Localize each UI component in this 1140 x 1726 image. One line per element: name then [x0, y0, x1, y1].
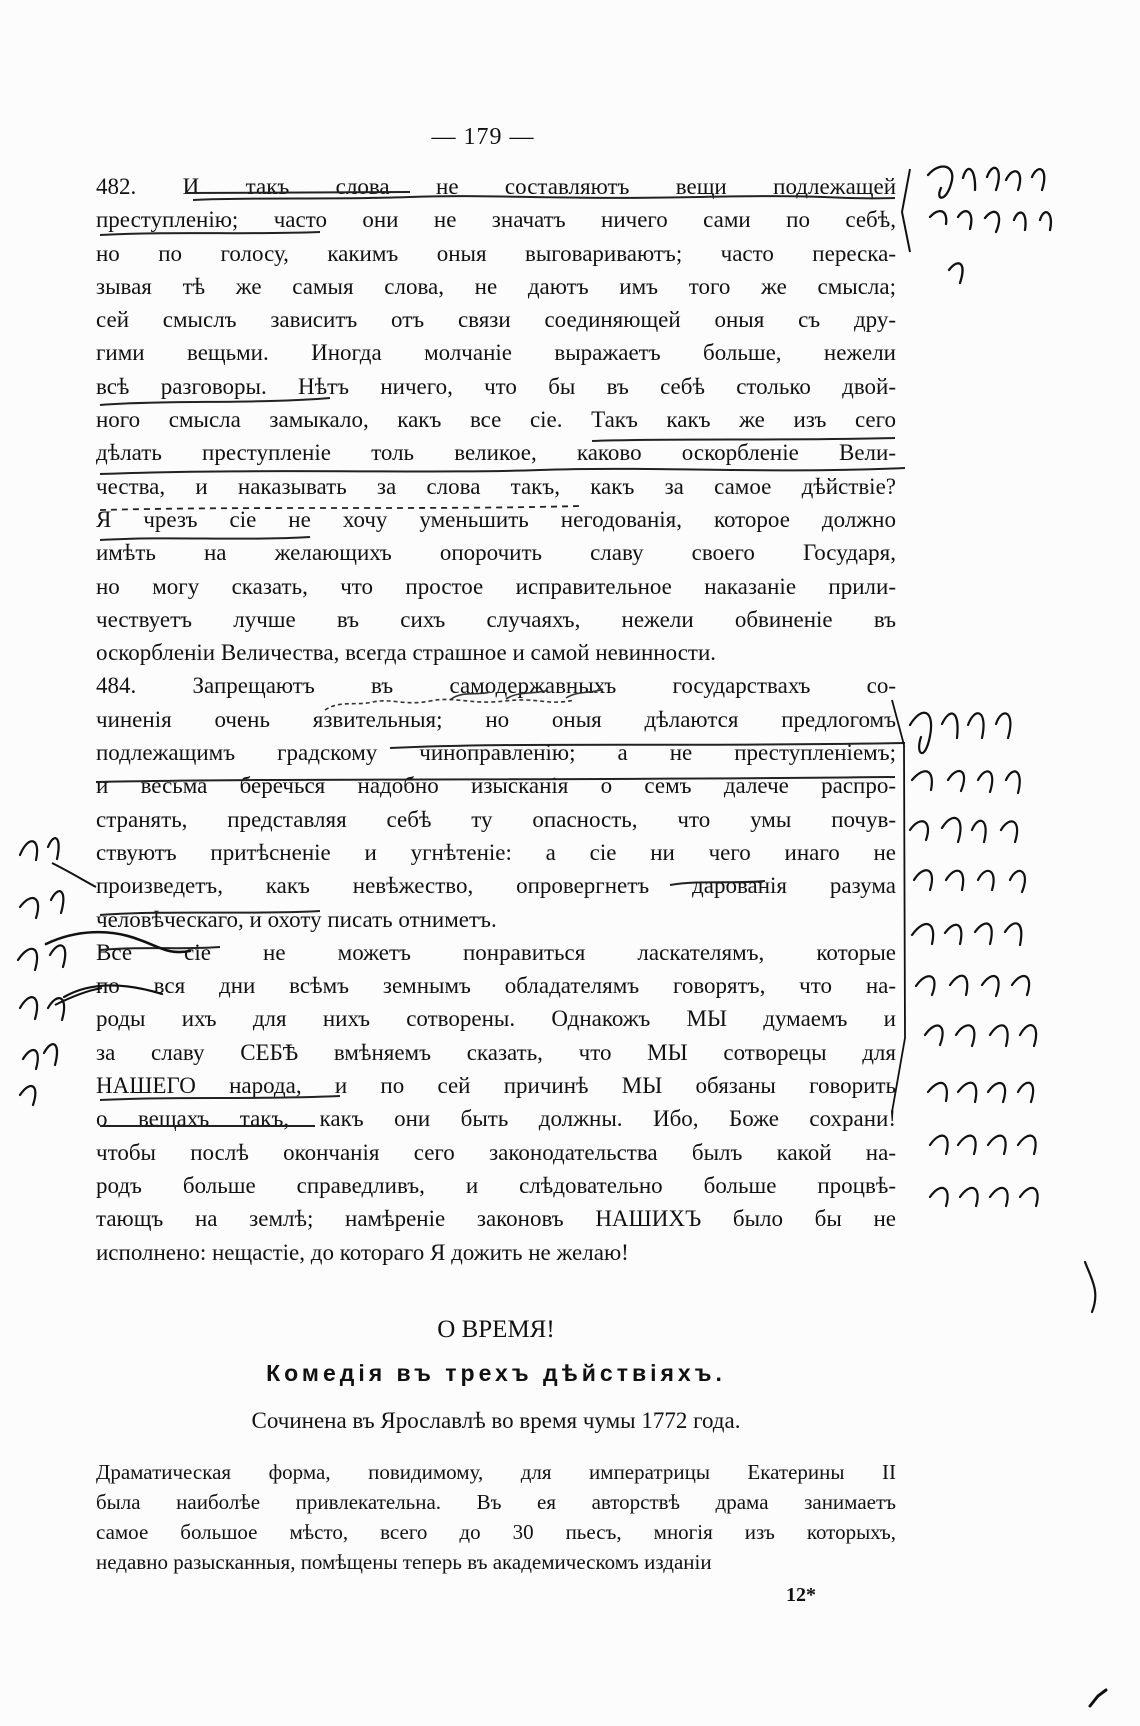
footnote-line-1: Драматическая форма, повидимому, для императрицы Екатерины II — [96, 1460, 896, 1484]
paragraph-closing-line-3: роды ихъ для нихъ сотворены. Однакожъ МЫ думаемъ и — [96, 1006, 896, 1032]
paragraph-closing-line-1: Все сіе не можетъ понравиться ласкателямъ, которые — [96, 939, 896, 965]
paragraph-482-line-2: преступленію; часто они не значатъ ничего сами по себѣ, — [96, 207, 896, 233]
section-note: Сочинена въ Ярославлѣ во время чумы 1772 года. — [251, 1408, 741, 1433]
paragraph-484-line-8: человѣческаго, и охоту писать отниметъ. — [96, 906, 497, 932]
paragraph-482-line-15: оскорбленіи Величества, всегда страшное и самой невинности. — [96, 640, 717, 666]
margin-pointer-left-2 — [55, 988, 102, 1005]
handwritten-note-left-margin — [18, 838, 65, 1105]
paragraph-482-line-1: 482. И такъ слова не составляютъ вещи подлежащей — [96, 174, 896, 199]
margin-bracket-top — [902, 169, 910, 252]
paragraph-484-line-1: 484. Запрещаютъ въ самодержавныхъ государствахъ со- — [96, 673, 896, 699]
paragraph-482-line-5: сей смыслъ зависитъ отъ связи соединяющей оныя съ дру- — [96, 307, 896, 333]
paragraph-484-line-3: подлежащимъ градскому чиноправленію; а не преступленіемъ; — [96, 740, 896, 766]
footnote-line-4: недавно разысканныя, помѣщены теперь въ академическомъ изданіи — [96, 1550, 712, 1574]
paragraph-closing-line-4: за славу СЕБѢ вмѣняемъ сказать, что МЫ сотворецы для — [96, 1039, 896, 1065]
paragraph-482-line-14: чествуетъ лучше въ сихъ случаяхъ, нежели обвиненіе въ — [96, 606, 896, 632]
paragraph-484-line-2: чиненія очень язвительныя; но оныя дѣлаются предлогомъ — [96, 706, 896, 732]
paragraph-closing-line-9: тающъ на землѣ; намѣреніе законовъ НАШИХЪ было бы не — [96, 1206, 896, 1232]
paragraph-closing-line-8: родъ больше справедливъ, и слѣдовательно больше процвѣ- — [96, 1172, 896, 1198]
margin-pointer-left — [52, 863, 96, 887]
paragraph-closing-line-2: по вся дни всѣмъ земнымъ обладателямъ говорятъ, что на- — [96, 973, 896, 999]
footnote-line-3: самое большое мѣсто, всего до 30 пьесъ, многія изъ которыхъ, — [96, 1520, 896, 1544]
paragraph-482-line-11: Я чрезъ сіе не хочу уменьшить негодованія, которое должно — [96, 506, 896, 532]
section-subtitle: Комедія въ трехъ дѣйствіяхъ. — [266, 1360, 726, 1386]
paragraph-closing-line-10: исполнено: нещастіе, до котораго Я дожить не желаю! — [96, 1239, 629, 1265]
paragraph-482-line-10: чества, и наказывать за слова такъ, какъ за самое дѣйствіе? — [96, 473, 896, 499]
paragraph-484-line-5: странять, представляя себѣ ту опасность, что умы почув- — [96, 806, 896, 832]
section-title: О ВРЕМЯ! — [437, 1316, 555, 1343]
main-text — [96, 170, 896, 1269]
paragraph-482-line-6: гими вещьми. Иногда молчаніе выражаетъ больше, нежели — [96, 340, 896, 366]
paragraph-484-line-6: ствуютъ притѣсненіе и угнѣтеніе: а сіе ни чего инаго не — [96, 839, 896, 865]
page-number: — 179 — — [431, 124, 535, 150]
paragraph-482-line-9: дѣлать преступленіе толь великое, каково оскорбленіе Вели- — [96, 440, 896, 466]
footnote-text — [96, 1457, 896, 1577]
paragraph-482-line-3: но по голосу, какимъ оныя выговариваютъ; часто переска- — [96, 240, 896, 266]
handwritten-note-top-right — [928, 166, 1051, 283]
paragraph-closing-line-5: НАШЕГО народа, и по сей причинѣ МЫ обязаны говорить — [96, 1073, 896, 1099]
paragraph-482-line-7: всѣ разговоры. Нѣтъ ничего, что бы въ себѣ столько двой- — [96, 373, 896, 399]
paragraph-482-line-8: ного смысла замыкало, какъ все сіе. Такъ какъ же изъ сего — [96, 407, 896, 433]
small-check-mark — [1090, 1690, 1106, 1706]
paragraph-482-line-4: зывая тѣ же самыя слова, не даютъ имъ того же смысла; — [96, 273, 896, 299]
signature-mark: 12* — [786, 1584, 816, 1606]
handwritten-note-right-column — [910, 713, 1095, 1312]
paragraph-482-line-12: имѣть на желающихъ опорочить славу своего Государя, — [96, 540, 896, 566]
paragraph-closing-line-7: чтобы послѣ окончанія сего законодательства былъ какой на- — [96, 1139, 896, 1165]
paragraph-484-line-7: произведетъ, какъ невѣжество, опровергнетъ дарованія разума — [96, 873, 896, 899]
paragraph-closing-line-6: о вещахъ такъ, какъ они быть должны. Ибо, Боже сохрани! — [96, 1106, 896, 1132]
paragraph-484-line-4: и весьма беречься надобно изысканія о семъ далече распро- — [96, 773, 896, 799]
footnote-line-2: была наиболѣе привлекательна. Въ ея авторствѣ драма занимаетъ — [96, 1490, 896, 1514]
paragraph-482-line-13: но могу сказать, что простое исправительное наказаніе прили- — [96, 573, 896, 599]
